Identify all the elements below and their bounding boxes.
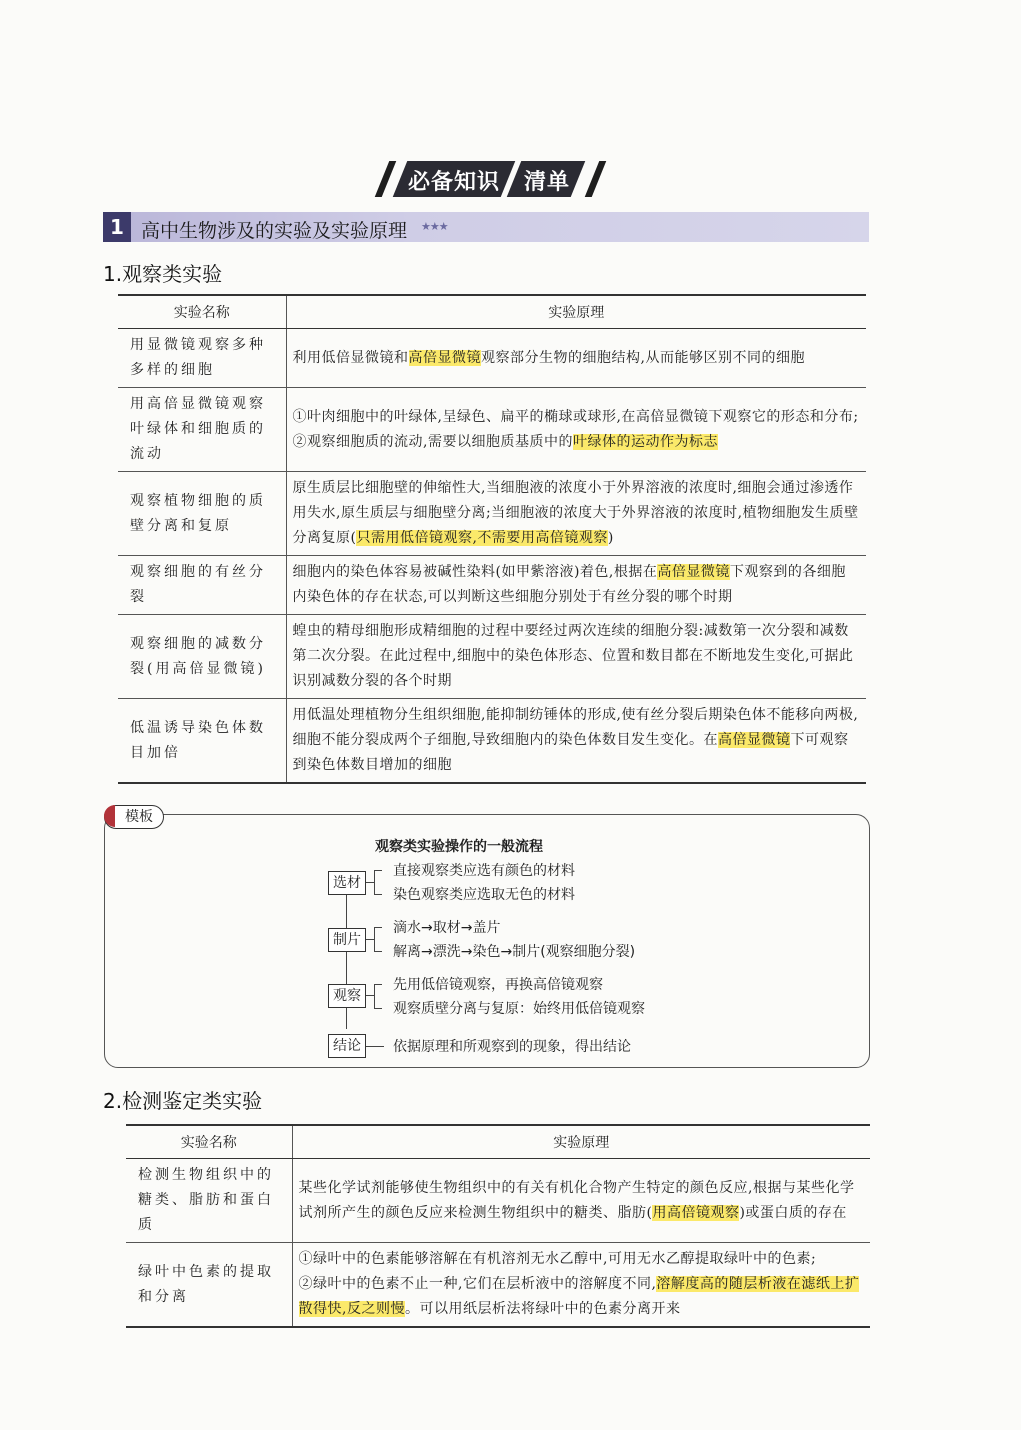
bracket-line (366, 939, 374, 940)
principle-text: ②观察细胞质的流动,需要以细胞质基质中的 (292, 433, 573, 450)
experiment-principle (286, 615, 866, 699)
observation-table (118, 294, 866, 784)
template-tag (104, 805, 164, 829)
flow-step-prepare: 制片 (328, 928, 366, 952)
section-number: 1 (103, 212, 131, 242)
principle-text: 观察部分生物的细胞结构,从而能够区别不同的细胞 (481, 349, 805, 366)
principle-text: ①叶肉细胞中的叶绿体,呈绿色、扁平的椭球或球形,在高倍显微镜下观察它的形态和分布; (292, 408, 859, 425)
flow-step-conclude: 结论 (328, 1034, 366, 1058)
subheading-detection: 2.检测鉴定类实验 (103, 1089, 263, 1113)
experiment-name: 低温诱导染色体数目加倍 (118, 699, 286, 784)
flow-text: 解离→漂洗→染色→制片(观察细胞分裂) (393, 944, 636, 960)
bracket-line (374, 870, 382, 871)
experiment-name: 用高倍显微镜观察叶绿体和细胞质的流动 (118, 388, 286, 472)
bracket-line (374, 927, 382, 928)
subheading-observation: 1.观察类实验 (103, 262, 223, 286)
table-row (118, 699, 866, 784)
experiment-principle (286, 472, 866, 556)
experiment-name: 观察植物细胞的质壁分离和复原 (118, 472, 286, 556)
flow-text: 染色观察类应选取无色的材料 (393, 887, 575, 903)
principle-text: ) (607, 530, 614, 546)
principle-text: 某些化学试剂能够使生物组织中的有关有机化合物产生特定的颜色反应,根据与某些化学试剂所产生的颜色反应来检测生物组织中的糖类、脂肪( (298, 1179, 855, 1221)
highlighted-text: 高倍显微镜 (657, 564, 730, 580)
highlighted-text: 用高倍镜观察 (652, 1204, 740, 1221)
bracket-line (374, 927, 375, 951)
banner-slash (585, 161, 607, 197)
column-header: 实验名称 (118, 295, 286, 329)
banner-title: 必备知识 (408, 170, 501, 195)
highlighted-text: 高倍显微镜 (408, 349, 481, 366)
highlighted-text: 溶解度高的随层析液在滤纸上扩散得快,反之则慢 (298, 1276, 860, 1317)
highlighted-text: 只需用低倍镜观察,不需要用高倍镜观察 (356, 530, 608, 546)
principle-text: 利用低倍显微镜和 (292, 349, 409, 366)
table-row (118, 472, 866, 556)
bracket-line (374, 951, 382, 952)
section-title: 高中生物涉及的实验及实验原理 (141, 220, 408, 242)
template-tag-label: 模板 (125, 809, 153, 825)
banner (382, 161, 607, 197)
principle-text: 下可观察到染色体数目增加的细胞 (292, 732, 849, 773)
flow-text: 先用低倍镜观察，再换高倍镜观察 (393, 977, 603, 993)
principle-text: 用低温处理植物分生组织细胞,能抑制纺锤体的形成,使有丝分裂后期染色体不能移向两极,细胞不能分裂成两个子细胞,导致细胞内的染色体数目发生变化。在 (292, 707, 859, 748)
flow-step-observe: 观察 (328, 984, 366, 1008)
bracket-line (374, 870, 375, 894)
experiment-name: 用显微镜观察多种多样的细胞 (118, 329, 286, 388)
flow-main-line (346, 893, 347, 1029)
banner-slash (375, 161, 397, 197)
experiment-name: 检测生物组织中的糖类、脂肪和蛋白质 (126, 1159, 292, 1243)
column-header: 实验原理 (286, 295, 866, 329)
bracket-line (366, 882, 374, 883)
experiment-principle (286, 329, 866, 388)
table-row (118, 556, 866, 615)
principle-text: 下观察到的各细胞内染色体的存在状态,可以判断这些细胞分别处于有丝分裂的哪个时期 (292, 564, 846, 605)
flow-text: 观察质壁分离与复原：始终用低倍镜观察 (393, 1001, 645, 1017)
flow-step-select: 选材 (328, 871, 366, 895)
bracket-line (366, 995, 374, 996)
column-header: 实验名称 (126, 1125, 292, 1159)
principle-text: 蝗虫的精母细胞形成精细胞的过程中要经过两次连续的细胞分裂:减数第一次分裂和减数第二次分裂。在此过程中,细胞中的染色体形态、位置和数目都在不断地发生变化,可据此识别减数分裂的各个时期 (292, 623, 854, 689)
connector-line (366, 1046, 384, 1047)
section-heading (103, 212, 869, 242)
highlighted-text: 高倍显微镜 (717, 732, 791, 748)
table-row (126, 1243, 870, 1328)
experiment-name: 绿叶中色素的提取和分离 (126, 1243, 292, 1328)
experiment-principle (286, 388, 866, 472)
detection-table (126, 1124, 870, 1328)
principle-text: 。可以用纸层析法将绿叶中的色素分离开来 (404, 1301, 681, 1317)
table-row (126, 1159, 870, 1243)
experiment-principle (286, 699, 866, 784)
banner-subtitle: 清单 (524, 170, 571, 195)
bracket-line (374, 984, 382, 985)
flow-text: 依据原理和所观察到的现象，得出结论 (393, 1039, 631, 1055)
column-header: 实验原理 (292, 1125, 870, 1159)
tag-marker (104, 805, 115, 827)
principle-text: ①绿叶中的色素能够溶解在有机溶剂无水乙醇中,可用无水乙醇提取绿叶中的色素; (298, 1251, 817, 1267)
table-row (118, 615, 866, 699)
experiment-name: 观察细胞的减数分裂(用高倍显微镜) (118, 615, 286, 699)
flow-title: 观察类实验操作的一般流程 (375, 839, 543, 855)
experiment-name: 观察细胞的有丝分裂 (118, 556, 286, 615)
table-row (118, 388, 866, 472)
principle-text: )或蛋白质的存在 (739, 1204, 847, 1221)
principle-text: 原生质层比细胞壁的伸缩性大,当细胞液的浓度小于外界溶液的浓度时,细胞会通过渗透作用失水,原生质层与细胞壁分离;当细胞液的浓度大于外界溶液的浓度时,植物细胞发生质壁分离复原( (292, 480, 859, 546)
table-row (118, 329, 866, 388)
principle-text: ②绿叶中的色素不止一种,它们在层析液中的溶解度不同, (298, 1276, 657, 1292)
principle-text: 细胞内的染色体容易被碱性染料(如甲紫溶液)着色,根据在 (292, 564, 658, 580)
highlighted-text: 叶绿体的运动作为标志 (572, 433, 718, 450)
experiment-principle (292, 1159, 870, 1243)
bracket-line (374, 1008, 382, 1009)
bracket-line (374, 894, 382, 895)
bracket-line (374, 984, 375, 1008)
flow-text: 滴水→取材→盖片 (393, 920, 501, 936)
difficulty-stars-icon: ★★★ (421, 220, 448, 233)
flow-text: 直接观察类应选有颜色的材料 (393, 863, 575, 879)
experiment-principle (292, 1243, 870, 1328)
experiment-principle (286, 556, 866, 615)
